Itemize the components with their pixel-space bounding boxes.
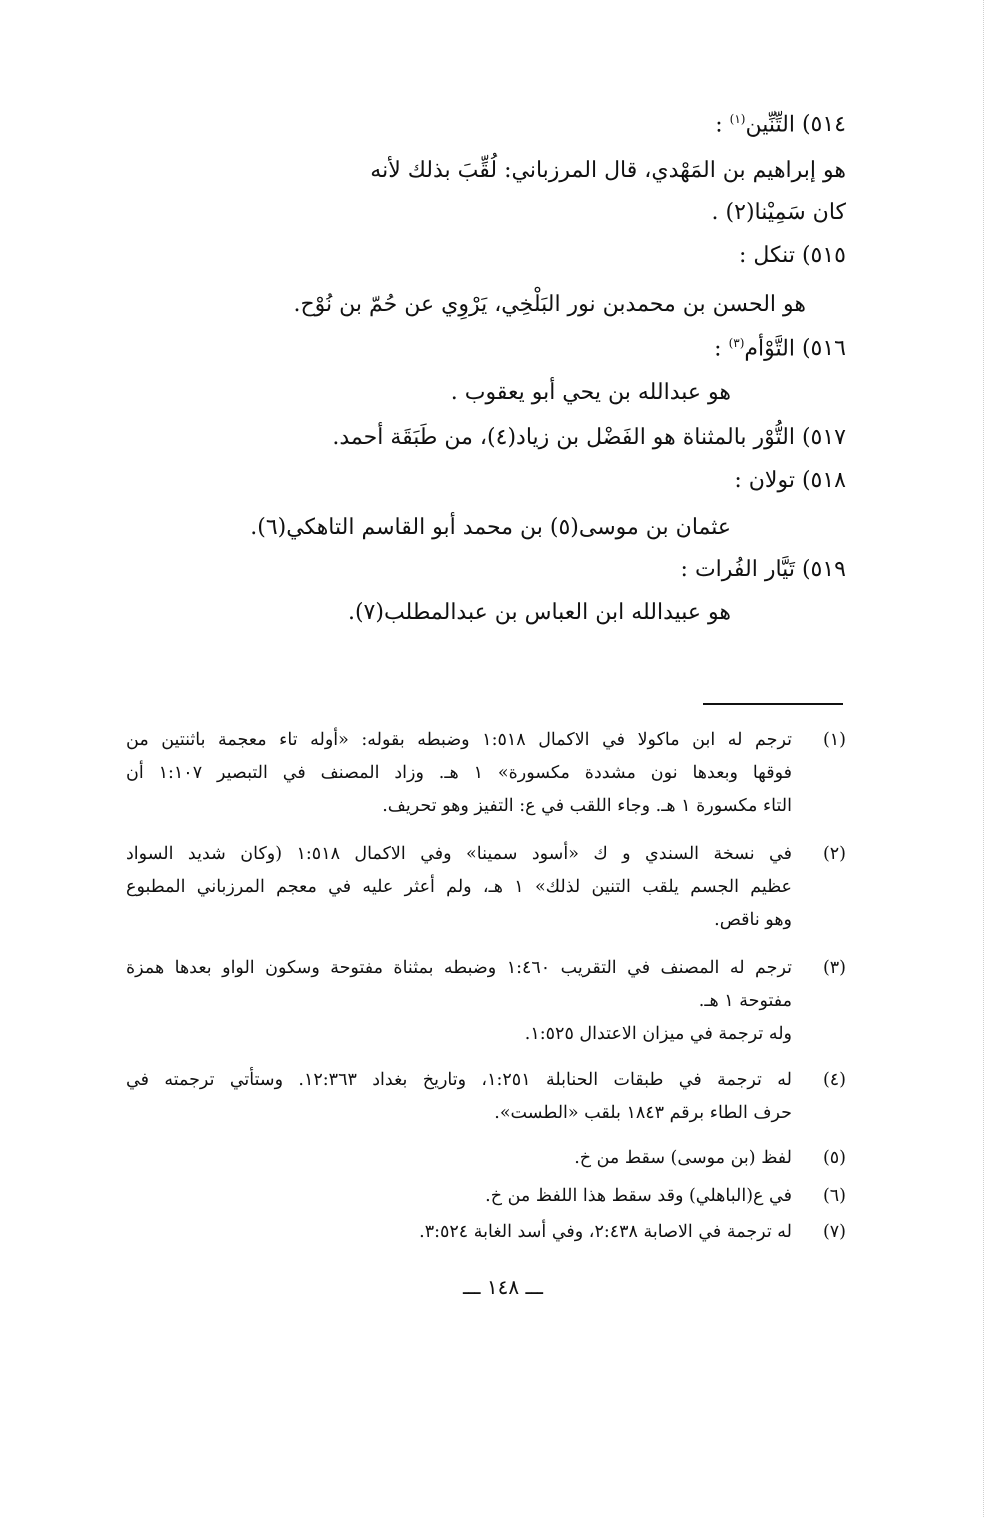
- entry-515-heading: [146, 243, 846, 268]
- entry-title: تنكل :: [738, 243, 795, 268]
- entry-516-body: هو عبدالله بن يحي أبو يعقوب .: [450, 380, 731, 405]
- footnote-ref: (٣): [728, 336, 745, 350]
- footnote-line: ترجم له المصنف في التقريب ١:٤٦٠ وضبطه بمثناة مفتوحة وسكون الواو بعدها همزة: [126, 958, 792, 978]
- entry-title: التَّوْأم: [744, 336, 795, 362]
- footnote-line: لفظ (بن موسى) سقط من خ.: [574, 1148, 792, 1168]
- entry-number: ٥١٥): [801, 243, 846, 268]
- entry-number: ٥١٧): [801, 425, 846, 450]
- footnote-number: (٧): [822, 1222, 846, 1242]
- entry-519-body: هو عبيدالله ابن العباس بن عبدالمطلب(٧).: [347, 600, 731, 625]
- footnote-line: له ترجمة في الاصابة ٢:٤٣٨، وفي أسد الغابة ٣:٥٢٤.: [419, 1222, 792, 1242]
- footnote-line: ترجم له ابن ماكولا في الاكمال ١:٥١٨ وضبطه بقوله: «أوله تاء معجمة باثنتين من: [126, 730, 792, 750]
- entry-title: التِّنِّين: [745, 112, 795, 138]
- entry-518-heading: [146, 468, 846, 493]
- entry-title: تولان :: [734, 468, 795, 493]
- footnote-3: [126, 952, 846, 1051]
- footnote-6: [126, 1180, 846, 1213]
- footnote-line: التاء مكسورة ١ هـ. وجاء اللقب في ع: التفيز وهو تحريف.: [382, 796, 792, 816]
- footnote-line: حرف الطاء برقم ١٨٤٣ بلقب «الطست».: [494, 1103, 792, 1123]
- footnote-number: (٢): [822, 844, 846, 864]
- footnote-line: عظيم الجسم يلقب التنين لذلك» ١ هـ، ولم أعثر عليه في معجم المرزباني المطبوع: [126, 877, 792, 897]
- entry-number: ٥١٩): [801, 557, 846, 582]
- footnote-number: (٥): [822, 1148, 846, 1168]
- footnote-line: في ع(الباهلي) وقد سقط هذا اللفظ من خ.: [485, 1186, 792, 1206]
- footnote-number: (٣): [822, 958, 846, 978]
- entry-colon: :: [714, 336, 729, 362]
- footnote-line: له ترجمة في طبقات الحنابلة ١:٢٥١، وتاريخ بغداد ١٢:٣٦٣. وستأتي ترجمته في: [126, 1070, 793, 1090]
- footnote-line: في نسخة السندي و ك «أسود سمينا» وفي الاكمال ١:٥١٨ (وكان شديد السواد: [126, 844, 793, 864]
- footnote-line: وله ترجمة في ميزان الاعتدال ١:٥٢٥.: [524, 1024, 792, 1044]
- entry-title: التُّوْر بالمثناة هو الفَضْل بن زياد(٤)، من طَبَقَة أحمد.: [332, 425, 795, 450]
- footnote-5: [126, 1142, 846, 1175]
- entry-519-heading: [146, 557, 846, 582]
- entry-colon: :: [715, 112, 730, 138]
- entry-514-body-line-1: هو إبراهيم بن المَهْدي، قال المرزباني: لُقِّبَ بذلك لأنه: [370, 158, 846, 183]
- entry-title: تَيَّار الفُرات :: [680, 557, 795, 582]
- footnote-line: فوقها وبعدها نون مشددة مكسورة» ١ هـ. وزاد المصنف في التبصير ١:١٠٧ أن: [126, 763, 793, 783]
- entry-number: ٥١٤): [801, 112, 846, 138]
- footnote-7: [126, 1216, 846, 1249]
- footnote-2: [126, 838, 846, 937]
- footnote-4: [126, 1064, 846, 1130]
- entry-number: ٥١٦): [801, 336, 846, 362]
- entry-514-heading: [146, 112, 846, 137]
- entry-517-heading: [146, 425, 846, 450]
- footnote-line: وهو ناقص.: [714, 910, 792, 930]
- entry-516-heading: [146, 336, 846, 361]
- footnote-separator: [703, 703, 843, 705]
- footnote-number: (١): [822, 730, 846, 750]
- footnote-number: (٦): [822, 1186, 846, 1206]
- footnote-line: مفتوحة ١ هـ.: [698, 991, 792, 1011]
- entry-518-body: عثمان بن موسى(٥) بن محمد أبو القاسم التاهكي(٦).: [250, 515, 731, 540]
- footnote-number: (٤): [822, 1070, 846, 1090]
- entry-515-body: هو الحسن بن محمدبن نور البَلْخِي، يَرْوِي عن حُمّ بن نُوْح.: [293, 292, 806, 317]
- footnote-1: [126, 724, 846, 823]
- page-number: ـــ ١٤٨ ـــ: [462, 1275, 544, 1299]
- entry-number: ٥١٨): [801, 468, 846, 493]
- footnote-ref: (١): [729, 112, 746, 126]
- entry-514-body-line-2: كان سَمِيْنا(٢) .: [711, 200, 846, 225]
